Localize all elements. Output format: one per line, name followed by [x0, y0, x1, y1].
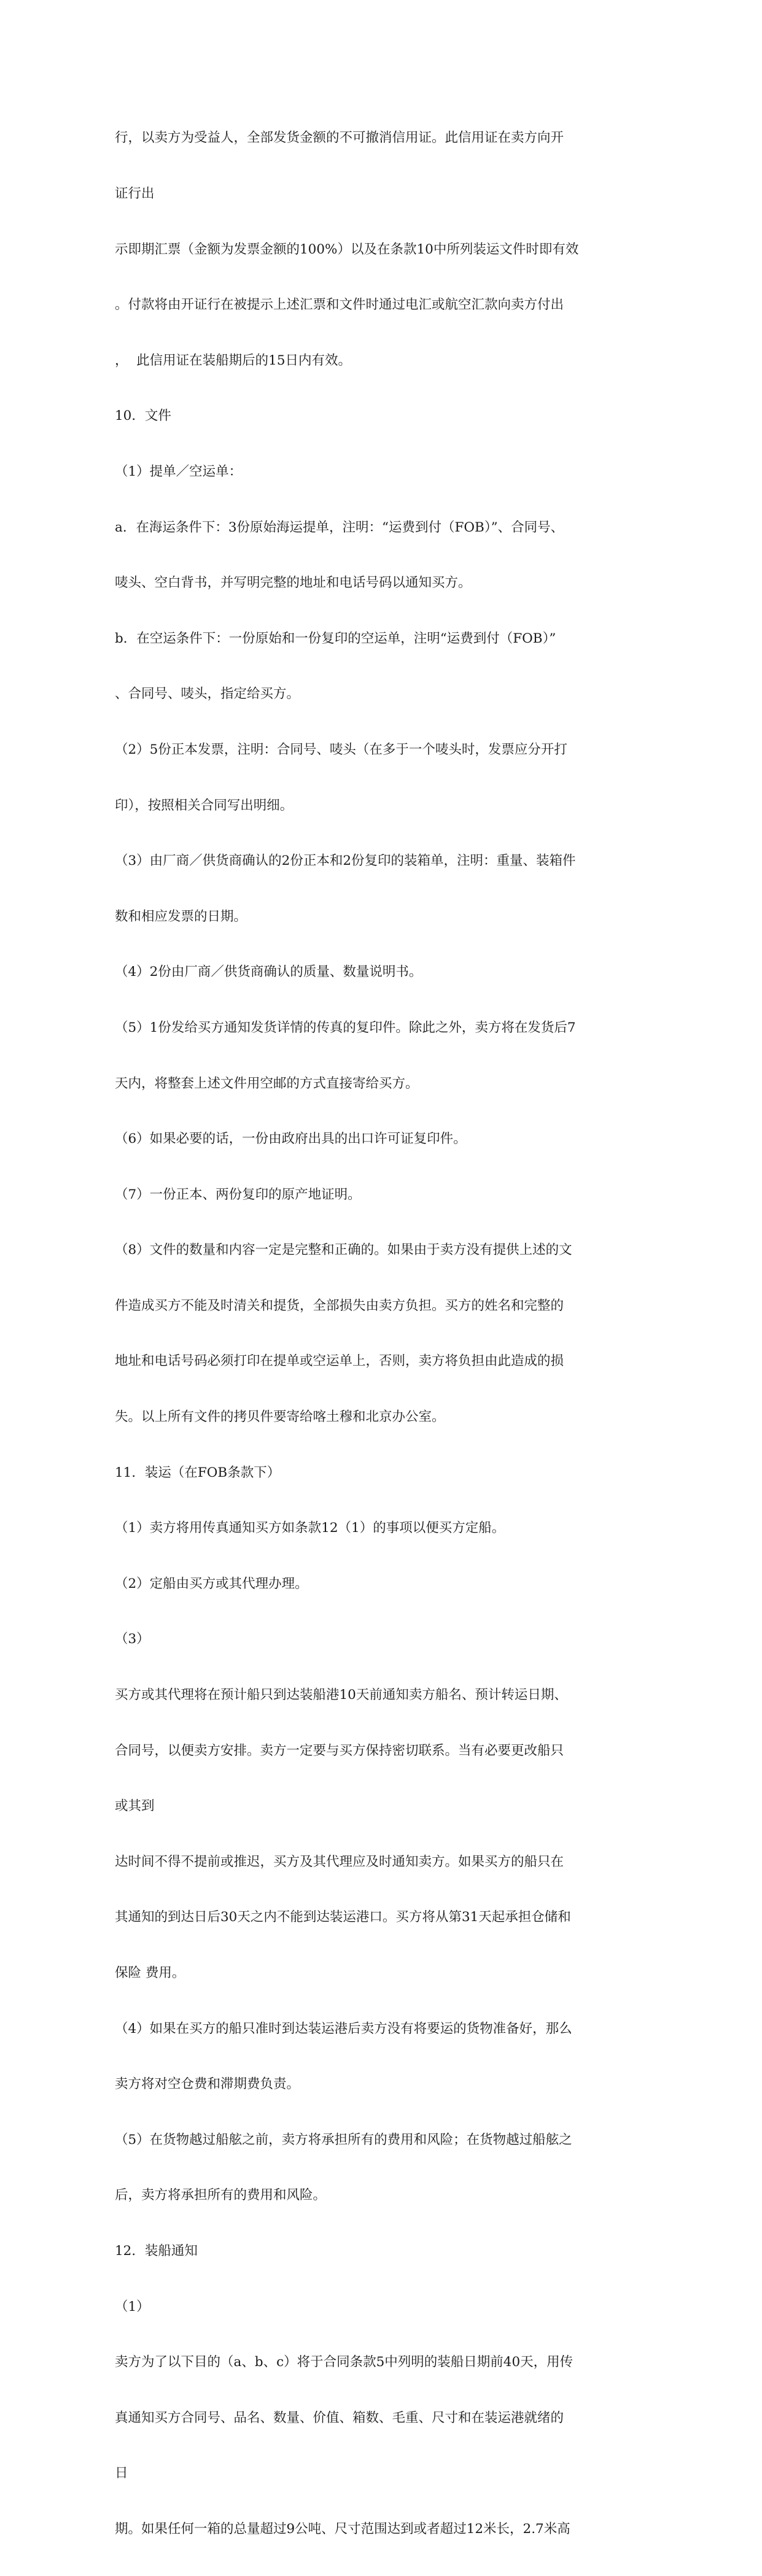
text-line: 卖方将对空仓费和滞期费负责。: [115, 2076, 300, 2092]
text-line: （1）提单／空运单：: [115, 463, 243, 479]
text-line: 证行出: [115, 186, 155, 201]
text-line: 地址和电话号码必须打印在提单或空运单上，否则，卖方将负担由此造成的损: [115, 1353, 564, 1369]
text-line: （2）5份正本发票，注明：合同号、唛头（在多于一个唛头时，发票应分开打: [115, 741, 567, 757]
text-line: 卖方为了以下目的（a、b、c）将于合同条款5中列明的装船日期前40天，用传: [115, 2354, 573, 2370]
text-line: （4）2份由厂商／供货商确认的质量、数量说明书。: [115, 964, 422, 980]
text-line: （1）卖方将用传真通知买方如条款12（1）的事项以便买方定船。: [115, 1520, 505, 1536]
contract-text-body: [115, 92, 655, 2576]
text-line: 达时间不得不提前或推迟，买方及其代理应及时通知卖方。如果买方的船只在: [115, 1854, 564, 1870]
text-line: 数和相应发票的日期。: [115, 908, 247, 924]
text-line: 其通知的到达日后30天之内不能到达装运港口。买方将从第31天起承担仓储和: [115, 1909, 571, 1925]
text-line: 日: [115, 2466, 128, 2481]
section-heading-shipping-advice: 12．装船通知: [115, 2243, 198, 2259]
text-line: 件造成买方不能及时清关和提货，全部损失由卖方负担。买方的姓名和完整的: [115, 1298, 564, 1313]
text-line: （3）由厂商／供货商确认的2份正本和2份复印的装箱单，注明：重量、装箱件: [115, 853, 576, 869]
section-heading-documents: 10．文件: [115, 408, 171, 424]
text-line: a．在海运条件下：3份原始海运提单，注明：“运费到付（FOB）”、合同号、: [115, 519, 564, 535]
text-line: （5）在货物越过船舷之前，卖方将承担所有的费用和风险；在货物越过船舷之: [115, 2132, 572, 2148]
text-line: 行，以卖方为受益人，全部发货金额的不可撤消信用证。此信用证在卖方向开: [115, 130, 564, 146]
text-line: （5）1份发给买方通知发货详情的传真的复印件。除此之外，卖方将在发货后7: [115, 1019, 576, 1035]
text-line: 买方或其代理将在预计船只到达装船港10天前通知卖方船名、预计转运日期、: [115, 1687, 567, 1703]
text-line: b．在空运条件下：一份原始和一份复印的空运单，注明“运费到付（FOB）”: [115, 630, 556, 646]
text-line: 期。如果任何一箱的总量超过9公吨、尺寸范围达到或者超过12米长，2.7米高: [115, 2521, 570, 2537]
text-line: 真通知买方合同号、品名、数量、价值、箱数、毛重、尺寸和在装运港就绪的: [115, 2410, 564, 2426]
text-line: （6）如果必要的话，一份由政府出具的出口许可证复印件。: [115, 1131, 467, 1147]
section-heading-shipment: 11．装运（在FOB条款下）: [115, 1464, 281, 1480]
text-line: 。付款将由开证行在被提示上述汇票和文件时通过电汇或航空汇款向卖方付出: [115, 297, 564, 313]
text-line: 保险 费用。: [115, 1965, 185, 1981]
text-line: （7）一份正本、两份复印的原产地证明。: [115, 1186, 361, 1202]
text-line: 失。以上所有文件的拷贝件要寄给喀土穆和北京办公室。: [115, 1409, 445, 1425]
text-line: 合同号，以便卖方安排。卖方一定要与买方保持密切联系。当有必要更改船只: [115, 1742, 564, 1758]
text-line: （1）: [115, 2299, 150, 2315]
text-line: （2）定船由买方或其代理办理。: [115, 1576, 308, 1592]
text-line: 唛头、空白背书，并写明完整的地址和电话号码以通知买方。: [115, 575, 472, 591]
text-line: 印），按照相关合同写出明细。: [115, 797, 294, 813]
text-line: ， 此信用证在装船期后的15日内有效。: [115, 352, 352, 368]
text-line: （3）: [115, 1631, 150, 1647]
text-line: （4）如果在买方的船只准时到达装运港后卖方没有将要运的货物准备好，那么: [115, 2021, 572, 2036]
text-line: （8）文件的数量和内容一定是完整和正确的。如果由于卖方没有提供上述的文: [115, 1242, 572, 1258]
text-line: 或其到: [115, 1798, 155, 1814]
text-line: 天内，将整套上述文件用空邮的方式直接寄给买方。: [115, 1075, 419, 1091]
text-line: 示即期汇票（金额为发票金额的100%）以及在条款10中所列装运文件时即有效: [115, 241, 579, 257]
text-line: 、合同号、唛头，指定给买方。: [115, 686, 300, 702]
text-line: 后，卖方将承担所有的费用和风险。: [115, 2187, 327, 2203]
